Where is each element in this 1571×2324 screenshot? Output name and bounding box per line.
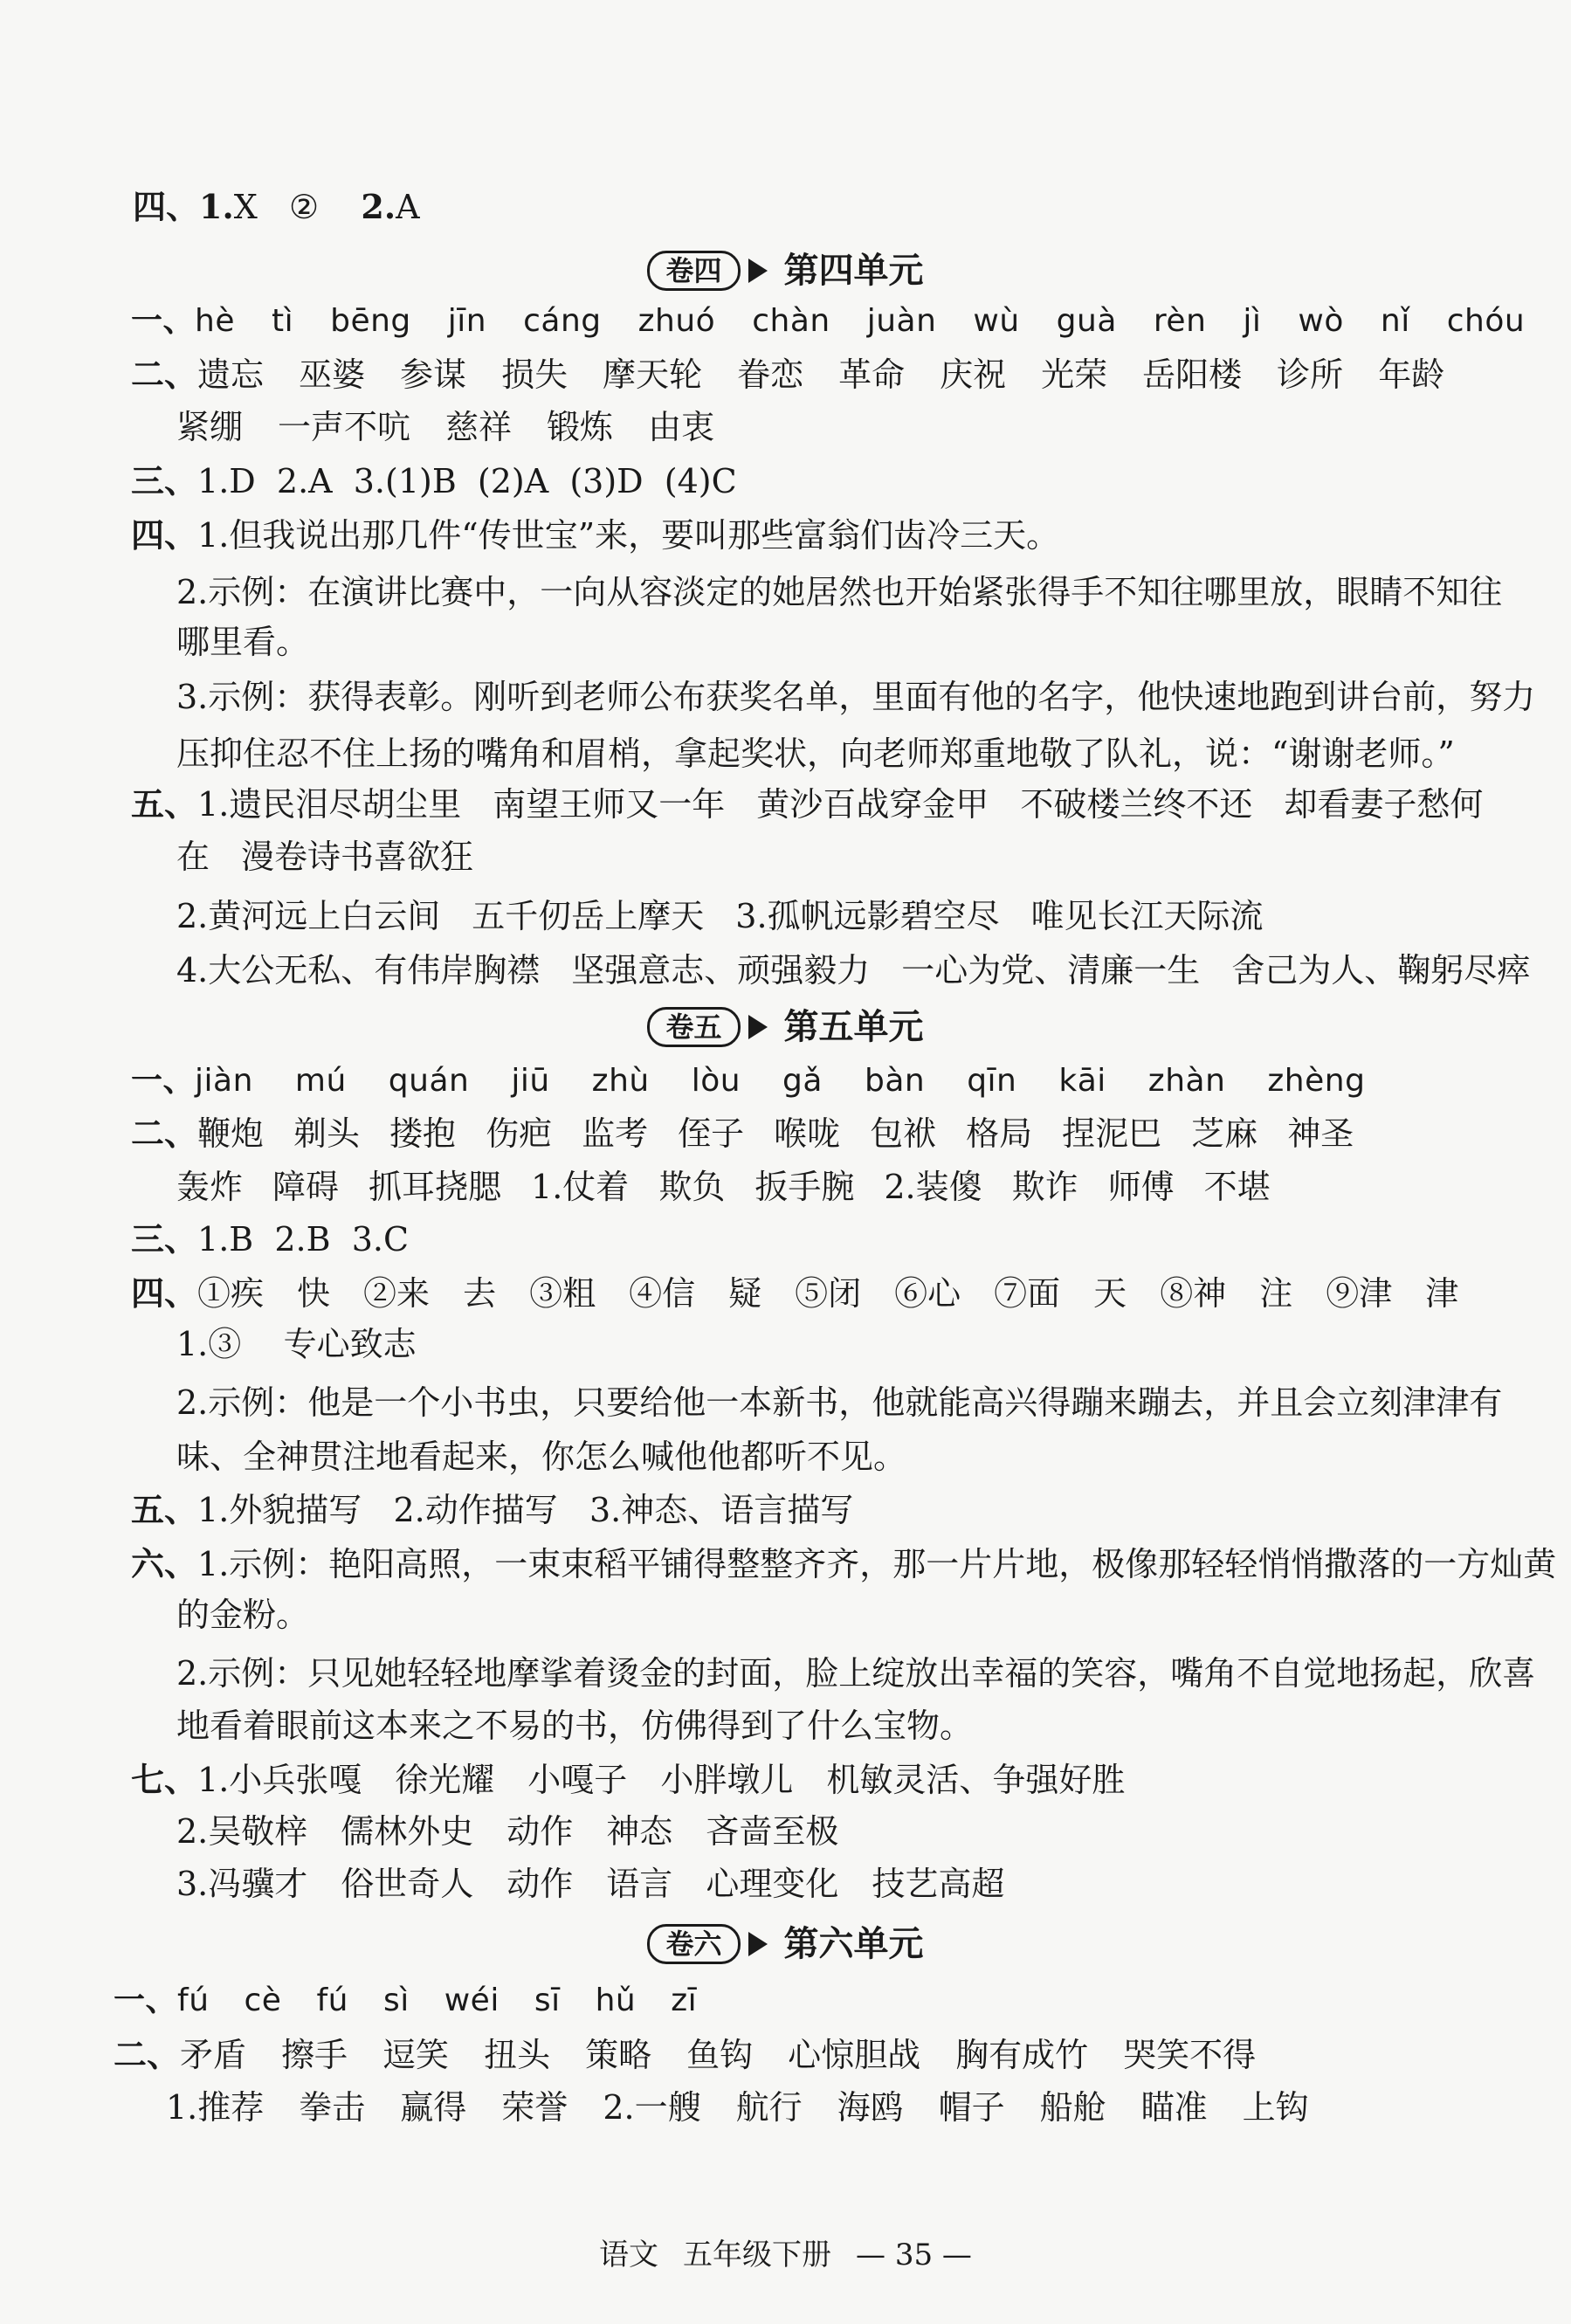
word-item: 年龄	[1378, 355, 1445, 394]
section-label: 一、	[114, 1983, 178, 2018]
section-label: 七、	[131, 1760, 198, 1799]
word-item: 慈祥	[445, 408, 513, 446]
unit5-s7-line3	[176, 1864, 1037, 1904]
pinyin-item: chàn	[752, 303, 830, 339]
word-item: 拳击	[299, 2088, 366, 2127]
answer-text: 1.示例：艳阳高照，一束束稻平铺得整整齐齐，那一片片地，极像那轻轻悄悄撒落的一方灿黄	[197, 1545, 1557, 1583]
top-answer-line	[133, 187, 420, 227]
unit4-s4-l4: 3.示例：获得表彰。刚听到老师公布获奖名单，里面有他的名字，他快速地跑到讲台前，努力	[176, 678, 1536, 716]
word-item: 哭笑不得	[1123, 2036, 1257, 2074]
pinyin-item: jiàn	[195, 1063, 253, 1099]
word-item: 障碍	[272, 1168, 340, 1206]
unit5-title: 第五单元	[783, 1006, 924, 1047]
idiom-char: ⑧神	[1160, 1274, 1227, 1313]
unit5-words-line2	[176, 1167, 1300, 1207]
word-item: 逗笑	[382, 2036, 450, 2074]
pinyin-item: sī	[534, 1983, 561, 2018]
section-label: 二、	[131, 355, 198, 394]
unit5-badge: 卷五	[647, 1007, 740, 1047]
unit4-pinyin-line	[131, 301, 1561, 341]
word-item: 1.推荐	[166, 2088, 265, 2127]
pinyin-item: cáng	[523, 303, 602, 339]
page-footer	[0, 2236, 1571, 2274]
section-label: 五、	[131, 784, 198, 824]
word-list	[180, 2036, 1291, 2074]
word-item: 策略	[585, 2036, 652, 2074]
pinyin-item: tì	[271, 303, 294, 339]
word-list	[176, 408, 749, 446]
lit-item: 1.小兵张嘎	[197, 1761, 362, 1799]
poem-item: 不破楼兰终不还	[1020, 785, 1253, 824]
unit4-s4-l5: 压抑住忍不住上扬的嘴角和眉梢，拿起奖状，向老师郑重地敬了队礼，说：“谢谢老师。”	[176, 734, 1455, 773]
idiom-char: ③粗	[529, 1274, 596, 1313]
lit-item: 俗世奇人	[341, 1865, 474, 1903]
answer: ②	[289, 188, 320, 226]
footer-grade: 五年级下册	[683, 2238, 832, 2272]
idiom-char: 天	[1093, 1274, 1127, 1313]
pinyin-item: quán	[388, 1063, 470, 1099]
word-item: 赢得	[400, 2088, 467, 2127]
pinyin-item: jiū	[511, 1063, 550, 1099]
word-item: 诊所	[1277, 355, 1344, 394]
word-item: 搂抱	[389, 1114, 457, 1153]
pinyin-item: jì	[1243, 303, 1262, 339]
pinyin-item: nǐ	[1380, 303, 1410, 339]
word-item: 扳手腕	[754, 1168, 855, 1206]
unit4-heading	[0, 246, 1571, 293]
pinyin-item: wù	[973, 303, 1020, 339]
word-item: 一声不吭	[278, 408, 411, 446]
lit-item: 3.冯骥才	[176, 1865, 308, 1903]
word-item: 光荣	[1041, 355, 1108, 394]
pinyin-item: hè	[195, 303, 235, 339]
section-label: 三、	[131, 461, 198, 500]
unit6-title: 第六单元	[783, 1923, 924, 1964]
lit-item: 小胖墩儿	[660, 1761, 794, 1799]
pinyin-item: mú	[294, 1063, 347, 1099]
idiom-char: ⑤闭	[795, 1274, 862, 1313]
word-item: 航行	[735, 2088, 803, 2127]
poem-item: 3.孤帆远影碧空尽	[735, 897, 1000, 935]
word-list	[197, 1114, 1383, 1153]
unit5-words-line1	[131, 1114, 1383, 1154]
unit4-poem-line2	[176, 837, 505, 877]
word-item: 帽子	[938, 2088, 1005, 2127]
idiom-char: ⑨津	[1326, 1274, 1393, 1313]
word-item: 损失	[501, 355, 568, 394]
lit-list	[197, 1761, 1158, 1799]
q-number: 1.	[199, 187, 234, 226]
answer: A	[396, 188, 420, 226]
pinyin-item: zhuó	[637, 303, 716, 339]
idiom-char: 快	[297, 1274, 331, 1313]
pinyin-item: chóu	[1446, 303, 1526, 339]
unit5-s6-l2: 的金粉。	[176, 1596, 310, 1634]
word-item: 参谋	[400, 355, 467, 394]
pinyin-item: zhàn	[1147, 1063, 1226, 1099]
unit4-s4-l2: 2.示例：在演讲比赛中，一向从容淡定的她居然也开始紧张得手不知往哪里放，眼睛不知往	[176, 573, 1503, 611]
unit5-s4-l3: 2.示例：他是一个小书虫，只要给他一本新书，他就能高兴得蹦来蹦去，并且会立刻津津有	[176, 1383, 1503, 1422]
pinyin-item: hǔ	[595, 1983, 637, 2018]
word-list	[166, 2088, 1344, 2127]
word-item: 伤疤	[486, 1114, 553, 1153]
word-item: 荣誉	[501, 2088, 568, 2127]
word-item: 遗忘	[197, 355, 265, 394]
pinyin-item: cè	[244, 1983, 282, 2018]
word-item: 扭头	[484, 2036, 551, 2074]
word-item: 欺诈	[1011, 1168, 1078, 1206]
lit-item: 动作	[506, 1865, 574, 1903]
word-item: 擦手	[281, 2036, 348, 2074]
poem-item: 黄沙百战穿金甲	[756, 785, 989, 824]
section-label: 五、	[131, 1490, 198, 1529]
idiom-char: 疑	[728, 1274, 762, 1313]
word-item: 芝麻	[1191, 1114, 1258, 1153]
word-item: 轰炸	[176, 1168, 244, 1206]
pinyin-item: kāi	[1058, 1063, 1106, 1099]
poem-item: 4.大公无私、有伟岸胸襟	[176, 951, 541, 990]
idiom-char: ①疾	[197, 1274, 265, 1313]
word-item: 2.一艘	[603, 2088, 701, 2127]
idiom-char: 津	[1425, 1274, 1459, 1313]
poem-item: 南望王师又一年	[493, 785, 726, 824]
lit-item: 心理变化	[706, 1865, 839, 1903]
pinyin-item: bēng	[330, 303, 411, 339]
idiom-char: ②来	[363, 1274, 431, 1313]
pinyin-item: bàn	[864, 1063, 926, 1099]
unit4-choice-line	[131, 461, 737, 501]
unit4-s4-l1	[131, 515, 1059, 555]
unit5-choice-line	[131, 1219, 409, 1259]
poem-item: 却看妻子愁何	[1284, 785, 1484, 824]
word-item: 上钩	[1242, 2088, 1309, 2127]
answer-text: 1.外貌描写 2.动作描写 3.神态、语言描写	[197, 1491, 854, 1529]
unit4-poem-line1	[131, 784, 1514, 824]
pinyin-item: gǎ	[782, 1063, 823, 1099]
word-item: 海鸥	[837, 2088, 904, 2127]
word-item: 鱼钩	[686, 2036, 754, 2074]
poem-list	[176, 951, 1561, 990]
unit6-words-line1	[114, 2035, 1291, 2075]
section-label: 四、	[133, 187, 200, 226]
poem-item: 在	[176, 838, 210, 876]
word-item: 庆祝	[940, 355, 1007, 394]
unit4-s4-l3: 哪里看。	[176, 623, 310, 661]
answer-text: 1.但我说出那几件“传世宝”来，要叫那些富翁们齿冷三天。	[197, 516, 1060, 555]
unit6-heading	[0, 1920, 1571, 1966]
section-label: 二、	[114, 2035, 181, 2074]
page-number: — 35 —	[856, 2238, 972, 2272]
pinyin-list	[195, 1063, 1407, 1099]
poem-item: 2.黄河远上白云间	[176, 897, 441, 935]
unit5-s4-line1	[131, 1273, 1492, 1314]
idiom-char: 去	[463, 1274, 497, 1313]
unit5-s6-l4: 地看着眼前这本来之不易的书，仿佛得到了什么宝物。	[176, 1707, 974, 1745]
word-item: 监考	[582, 1114, 649, 1153]
lit-item: 2.吴敬梓	[176, 1812, 308, 1851]
unit4-title: 第四单元	[783, 250, 924, 291]
pinyin-item: fú	[177, 1983, 210, 2018]
unit6-pinyin-line	[114, 1981, 732, 2021]
footer-subject: 语文	[599, 2238, 659, 2272]
answer-text: 1.B 2.B 3.C	[197, 1220, 410, 1259]
idiom-char: ④信	[629, 1274, 696, 1313]
answer-text: 1.D 2.A 3.(1)B (2)A (3)D (4)C	[197, 462, 737, 500]
section-label: 二、	[131, 1114, 198, 1153]
section-label: 一、	[131, 303, 196, 339]
word-item: 抓耳挠腮	[369, 1168, 502, 1206]
pinyin-item: zī	[671, 1983, 698, 2018]
word-item: 紧绷	[176, 408, 244, 446]
word-item: 摩天轮	[603, 355, 703, 394]
word-item: 鞭炮	[197, 1114, 265, 1153]
poem-item: 一心为党、清廉一生	[901, 951, 1201, 990]
pinyin-item: lòu	[691, 1063, 741, 1099]
section-label: 四、	[131, 1273, 198, 1313]
pinyin-item: wò	[1298, 303, 1344, 339]
pinyin-item: fú	[316, 1983, 348, 2018]
word-item: 岳阳楼	[1142, 355, 1243, 394]
word-item: 心惊胆战	[788, 2036, 921, 2074]
word-item: 不堪	[1203, 1168, 1271, 1206]
word-item: 锻炼	[547, 408, 614, 446]
pinyin-list	[195, 303, 1561, 339]
word-item: 革命	[838, 355, 906, 394]
lit-item: 小嘎子	[527, 1761, 628, 1799]
lit-item: 技艺高超	[872, 1865, 1005, 1903]
idiom-chars	[197, 1274, 1492, 1313]
word-item: 剃头	[293, 1114, 361, 1153]
lit-item: 机敏灵活、争强好胜	[826, 1761, 1126, 1799]
poem-list	[176, 897, 1295, 935]
pinyin-item: zhù	[591, 1063, 650, 1099]
word-item: 欺负	[658, 1168, 726, 1206]
lit-item: 神态	[606, 1812, 673, 1851]
unit5-s7-line2	[176, 1811, 872, 1852]
word-item: 船舱	[1039, 2088, 1106, 2127]
unit5-s6-l3: 2.示例：只见她轻轻地摩挲着烫金的封面，脸上绽放出幸福的笑容，嘴角不自觉地扬起，欣喜	[176, 1654, 1536, 1693]
unit4-poem-line4	[176, 950, 1561, 990]
pinyin-item: rèn	[1153, 303, 1207, 339]
pinyin-item: zhèng	[1267, 1063, 1366, 1099]
unit5-s6-l1	[131, 1544, 1556, 1584]
idiom-char: 注	[1259, 1274, 1293, 1313]
unit6-words-line2	[166, 2087, 1344, 2127]
unit5-heading	[0, 1003, 1571, 1049]
idiom-char: ⑦面	[994, 1274, 1061, 1313]
word-item: 2.装傻	[884, 1168, 982, 1206]
word-list	[176, 1168, 1300, 1206]
section-label: 四、	[131, 515, 198, 555]
poem-item: 舍己为人、鞠躬尽瘁	[1231, 951, 1531, 990]
word-item: 矛盾	[180, 2036, 247, 2074]
pinyin-item: sì	[382, 1983, 410, 2018]
poem-item: 五千仞岳上摩天	[472, 897, 705, 935]
unit4-words-line1	[131, 355, 1479, 395]
section-label: 一、	[131, 1063, 196, 1099]
q-number: 2.	[361, 187, 396, 226]
word-item: 胸有成竹	[955, 2036, 1089, 2074]
word-item: 由衷	[648, 408, 715, 446]
word-item: 师傅	[1107, 1168, 1175, 1206]
word-item: 1.仗着	[531, 1168, 630, 1206]
lit-item: 语言	[606, 1865, 673, 1903]
unit5-s4-l2: 1.③ 专心致志	[176, 1325, 417, 1363]
pinyin-item: jīn	[447, 303, 487, 339]
lit-list	[176, 1812, 872, 1851]
word-item: 喉咙	[774, 1114, 841, 1153]
lit-list	[176, 1865, 1037, 1903]
unit4-words-line2	[176, 407, 749, 447]
unit5-s5-line	[131, 1490, 853, 1530]
unit4-poem-line3	[176, 896, 1295, 936]
word-item: 包袱	[870, 1114, 937, 1153]
lit-item: 吝啬至极	[706, 1812, 839, 1851]
unit5-s4-l4: 味、全神贯注地看起来，你怎么喊他他都听不见。	[176, 1438, 907, 1476]
word-item: 眷恋	[737, 355, 804, 394]
word-item: 巫婆	[299, 355, 366, 394]
pinyin-item: juàn	[866, 303, 937, 339]
lit-item: 儒林外史	[341, 1812, 474, 1851]
unit4-badge: 卷四	[647, 251, 740, 291]
poem-item: 唯见长江天际流	[1030, 897, 1264, 935]
word-list	[197, 355, 1479, 394]
answer: X	[233, 188, 258, 226]
word-item: 捏泥巴	[1062, 1114, 1162, 1153]
pinyin-item: qīn	[967, 1063, 1017, 1099]
poem-item: 坚强意志、顽强毅力	[571, 951, 871, 990]
section-label: 六、	[131, 1544, 198, 1583]
word-item: 格局	[966, 1114, 1033, 1153]
poem-list	[176, 838, 505, 876]
unit5-pinyin-line	[131, 1061, 1407, 1101]
word-item: 侄子	[678, 1114, 745, 1153]
pinyin-item: guà	[1056, 303, 1117, 339]
poem-item: 1.遗民泪尽胡尘里	[197, 785, 462, 824]
idiom-char: ⑥心	[894, 1274, 961, 1313]
word-item: 神圣	[1287, 1114, 1354, 1153]
lit-item: 动作	[506, 1812, 574, 1851]
word-item: 瞄准	[1140, 2088, 1208, 2127]
poem-item: 漫卷诗书喜欲狂	[241, 838, 474, 876]
poem-list	[197, 785, 1514, 824]
unit5-s7-line1	[131, 1760, 1158, 1800]
pinyin-item: wéi	[444, 1983, 500, 2018]
pinyin-list	[177, 1983, 732, 2018]
lit-item: 徐光耀	[395, 1761, 495, 1799]
unit6-badge: 卷六	[647, 1924, 740, 1964]
section-label: 三、	[131, 1219, 198, 1259]
